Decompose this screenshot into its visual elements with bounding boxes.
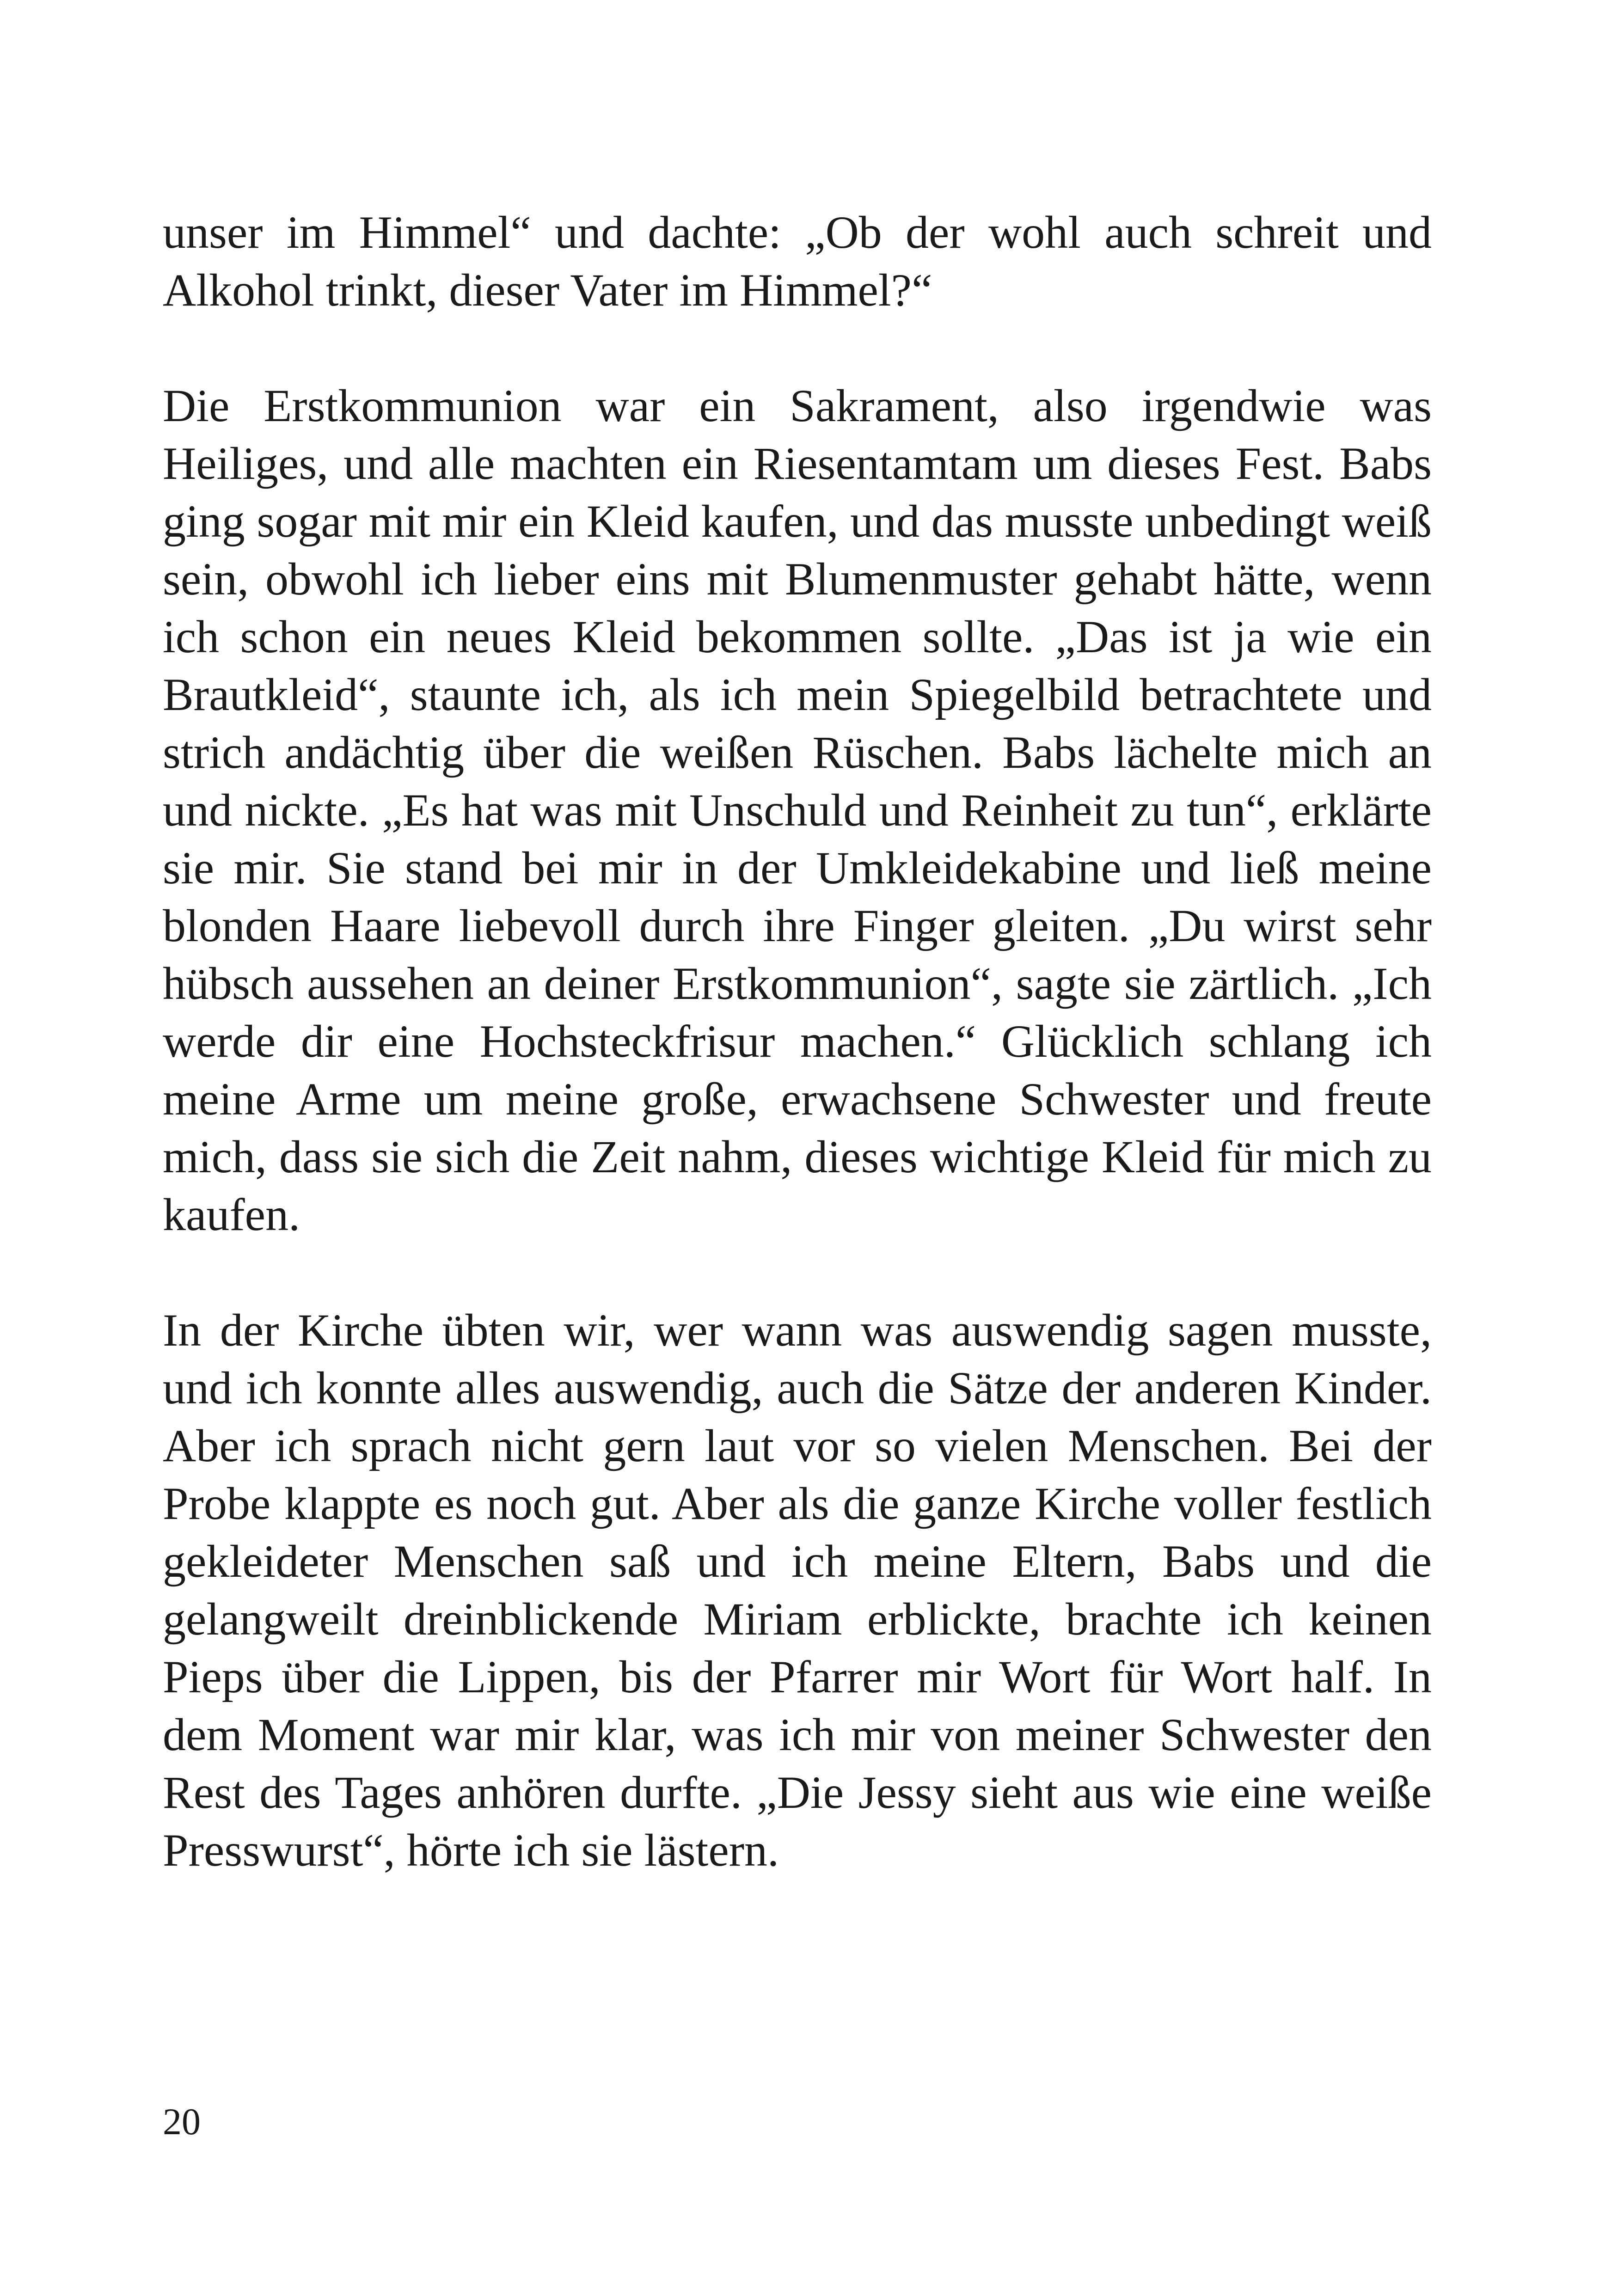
paragraph-3: In der Kirche übten wir, wer wann was auswendig sagen musste, und ich konnte alles auswendig, auch die Sätze der anderen Kinder. Aber ich sprach nicht gern laut vor so vielen Menschen. Bei der Probe klappte es noch gut. Aber als die ganze Kirche voller festlich gekleideter Menschen saß und ich meine Eltern, Babs und die gelangweilt dreinblickende Miriam erblickte, brachte ich keinen Pieps über die Lippen, bis der Pfarrer mir Wort für Wort half. In dem Moment war mir klar, was ich mir von meiner Schwester den Rest des Tages anhören durfte. „Die Jessy sieht aus wie eine weiße Presswurst“, hörte ich sie lästern. bbox=[163, 1304, 1432, 1876]
page-number: 20 bbox=[163, 2100, 201, 2143]
body-text bbox=[163, 203, 1432, 1879]
paragraph-2: Die Erstkommunion war ein Sakrament, also irgendwie was Heiliges, und alle machten ein Riesentamtam um dieses Fest. Babs ging sogar mit mir ein Kleid kaufen, und das musste unbedingt weiß sein, obwohl ich lieber eins mit Blumenmuster gehabt hätte, wenn ich schon ein neues Kleid bekommen sollte. „Das ist ja wie ein Brautkleid“, staunte ich, als ich mein Spiegelbild betrachtete und strich andächtig über die weißen Rüschen. Babs lächelte mich an und nickte. „Es hat was mit Unschuld und Reinheit zu tun“, erklärte sie mir. Sie stand bei mir in der Umkleidekabine und ließ meine blonden Haare liebevoll durch ihre Finger gleiten. „Du wirst sehr hübsch aussehen an deiner Erstkommunion“, sagte sie zärtlich. „Ich werde dir eine Hochsteckfrisur machen.“ Glücklich schlang ich meine Arme um meine große, erwachsene Schwester und freute mich, dass sie sich die Zeit nahm, dieses wichtige Kleid für mich zu kaufen. bbox=[163, 380, 1432, 1240]
paragraph-1: unser im Himmel“ und dachte: „Ob der wohl auch schreit und Alkohol trinkt, dieser Vater im Himmel?“ bbox=[163, 207, 1432, 316]
